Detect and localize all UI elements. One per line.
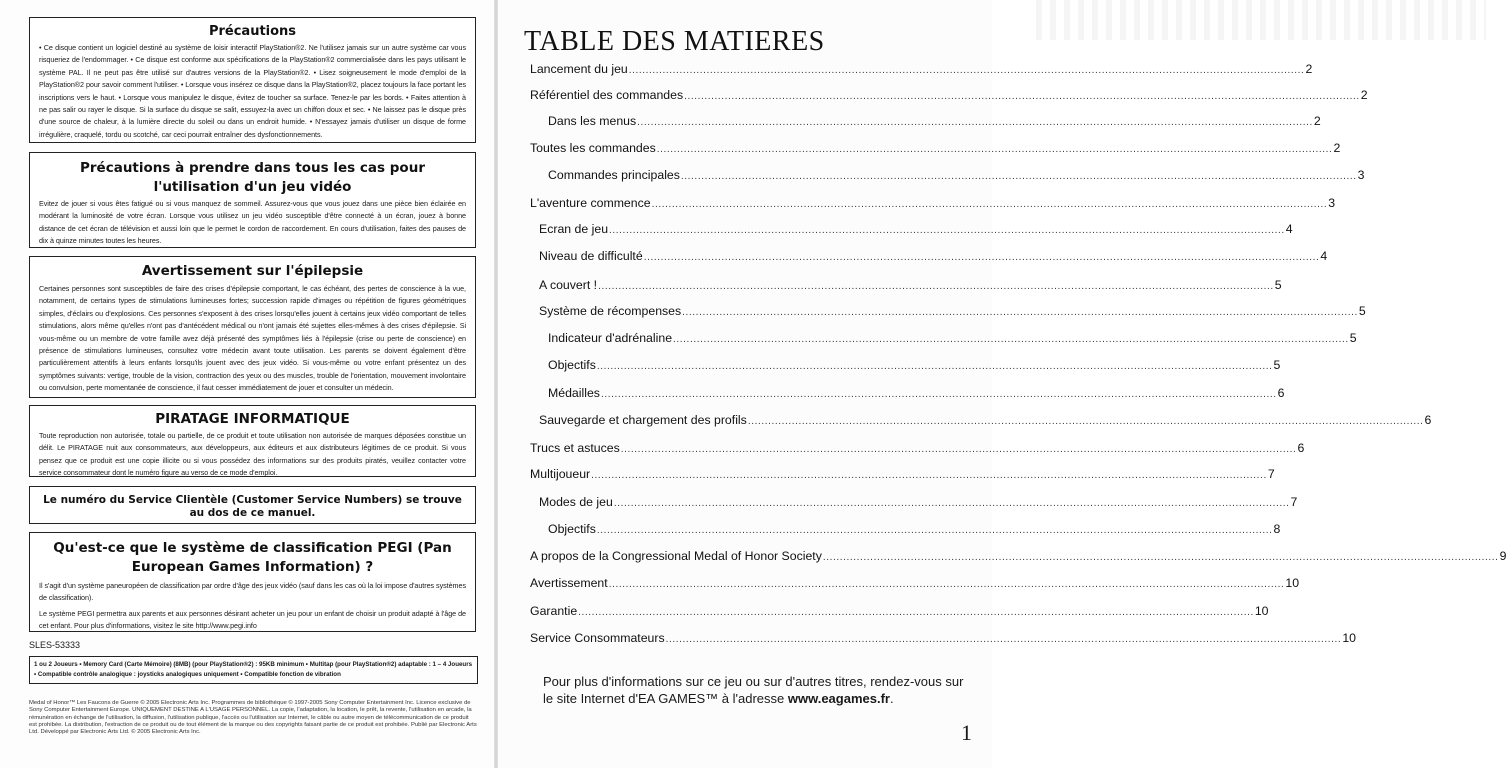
epilepsy-warning-title: Avertissement sur l'épilepsie (141, 263, 364, 279)
toc-entry-label: Ecran de jeu (539, 222, 609, 236)
precautions-text: • Ce disque contient un logiciel destiné au système de loisir interactif PlayStation®2. Ne l'utilisez jamais sur un autre système car vous risqueriez de l'endommager. • Ce disque est conforme aux spécifications de la PlayStation®2 commercialisée dans les pays utilisant le système PAL. Il ne peut pas être utilisé sur d'autres versions de la PlayStation®2. • Lisez soigneusement le mode d'emploi de la PlayStation®2 pour savoir comment l'utiliser. • Lorsque vous insérez ce disque dans la PlayStation®2, placez toujours la face portant les inscriptions vers le haut. • Lorsque vous manipulez le disque, évitez de toucher sa surface. Tenez-le par les bords. • Faites attention à ne pas salir ou rayer le disque. Si la surface du disque se salit, essuyez-la avec un chiffon doux et sec. • Ne laissez pas le disque près d'une source de chaleur, à la lumière directe du soleil ou dans un endroit humide. • N'essayez jamais d'utiliser un disque de forme irrégulière, craquelé, tordu ou scotché, car ceci pourrait entraîner des dysfonctionnements. (39, 43, 466, 139)
toc-entry-page: 4 (1285, 222, 1293, 236)
toc-entry[interactable] (530, 88, 1368, 108)
precautions-title: Précautions (208, 24, 297, 39)
toc-entry-label: Objectifs (548, 358, 596, 372)
toc-entry-page: 10 (1342, 631, 1356, 645)
specs-line-1: 1 ou 2 Joueurs • Memory Card (Carte Mémoire) (8MB) (pour PlayStation®2) : 95KB minimum • Multitap (pour PlayStation®2) adaptable : 1 – 4 Joueurs (34, 661, 473, 668)
toc-entry-page: 8 (1273, 522, 1281, 536)
toc-entry[interactable] (539, 495, 1298, 515)
more-info-end: . (889, 691, 894, 706)
toc-entry-label: Service Consommateurs (530, 631, 665, 645)
toc-leader-dots: ........................................................................................................................................................................................................ (822, 552, 1499, 563)
toc-entry[interactable] (530, 62, 1313, 82)
page-spine (494, 0, 498, 768)
toc-entry-label: Objectifs (548, 522, 596, 536)
toc-leader-dots: ........................................................................................................................................................................................................ (684, 91, 1360, 102)
toc-entry[interactable] (530, 549, 1506, 569)
toc-entry[interactable] (539, 278, 1282, 298)
toc-entry[interactable] (530, 576, 1300, 596)
toc-leader-dots: ........................................................................................................................................................................................................ (608, 579, 1285, 590)
toc-entry[interactable] (548, 114, 1321, 134)
video-game-precautions-title: Précautions à prendre dans tous les cas pour l'utilisation d'un jeu vidéo (80, 160, 425, 195)
video-game-precautions-text: Evitez de jouer si vous êtes fatigué ou si vous manquez de sommeil. Assurez-vous que vous jouez dans une pièce bien éclairée en modérant la luminosité de votre écran. Lorsque vous utilisez un jeu vidéo susceptible d'être connecté à un écran, jouez à bonne distance de cet écran de télévision et aussi loin que le permet le cordon de raccordement. En cours d'utilisation, faites des pauses de dix à quinze minutes toutes les heures. (39, 199, 466, 246)
toc-entry-label: Lancement du jeu (530, 62, 628, 76)
toc-leader-dots: ........................................................................................................................................................................................................ (747, 416, 1424, 427)
toc-entry-label: Niveau de difficulté (539, 249, 643, 263)
page-number: 1 (961, 720, 972, 745)
pegi-text-2: Le système PEGI permettra aux parents et aux personnes désirant acheter un jeu pour un enfant de choisir un produit adapté à l'âge de cet enfant. Pour plus d'informations, visitez le site http://www.pegi.info (39, 608, 466, 631)
legal-notice: Medal of Honor™ Les Faucons de Guerre © 2005 Electronic Arts Inc. Programmes de bibliothèque © 1997-2005 Sony Computer Entertainment Inc. Licence exclusive de Sony Computer Entertainment Europe. UNIQUEMENT DESTINE A L'USAGE PERSONNEL. La copie, l'adaptation, la location, le prêt, la revente, l'utilisation en arcade, la rémunération en échange de l'utilisation, la diffusion, l'utilisation publique, l'accès ou l'utilisation sur Internet, le câble ou autre moyen de télécommunication de ce produit est prohibée. La distribution, l'extraction de ce produit ou de tout élément de la marque ou des copyrights faisant partie de ce produit est prohibée. Publié par Electronic Arts Ltd. Développé par Electronic Arts Ltd. © 2005 Electronic Arts Inc. (29, 700, 477, 736)
toc-entry-label: Dans les menus (548, 114, 637, 128)
toc-entry-page: 6 (1297, 441, 1305, 455)
piracy-text: Toute reproduction non autorisée, totale ou partielle, de ce produit et toute utilisation non autorisée de marques déposées constitue un délit. Le PIRATAGE nuit aux consommateurs, aux développeurs, aux éditeurs et aux distributeurs légitimes de ce produit. Si vous pensez que ce produit est une copie illicite ou si vous possédez des informations sur des produits piratés, veuillez contacter votre service consommateur dont le numéro figure au verso de ce mode d'emploi. (39, 431, 466, 478)
toc-leader-dots: ........................................................................................................................................................................................................ (656, 144, 1333, 155)
toc-entry-page: 9 (1499, 549, 1506, 563)
toc-entry-page: 7 (1267, 467, 1275, 481)
toc-leader-dots: ........................................................................................................................................................................................................ (637, 117, 1313, 128)
toc-entry-page: 7 (1290, 495, 1298, 509)
toc-entry-label: Garantie (530, 604, 578, 618)
piracy-box (29, 405, 476, 477)
customer-service-box (29, 486, 476, 524)
toc-entry-label: Médailles (548, 386, 600, 400)
more-info (543, 673, 973, 707)
toc-entry[interactable] (548, 386, 1285, 406)
left-page (0, 0, 496, 768)
toc-entry[interactable] (539, 249, 1328, 269)
toc-entry-label: Multijoueur (530, 467, 591, 481)
toc-entry[interactable] (548, 358, 1281, 378)
toc-entry[interactable] (539, 222, 1293, 242)
toc-entry-label: Avertissement (530, 576, 608, 590)
toc-entry-label: Commandes principales (548, 168, 680, 182)
toc-leader-dots: ........................................................................................................................................................................................................ (609, 225, 1285, 236)
video-game-precautions-box (29, 152, 476, 248)
toc-entry-page: 2 (1313, 114, 1321, 128)
toc-entry-page: 4 (1320, 249, 1328, 263)
toc-entry[interactable] (548, 168, 1365, 188)
specs-line-2: • Compatible contrôle analogique : joysticks analogiques uniquement • Compatible fonction de vibration (34, 671, 341, 678)
toc-entry-label: L'aventure commence (530, 196, 651, 210)
bleed-through-texture (1036, 0, 1486, 40)
product-code: SLES-53333 (29, 640, 81, 650)
toc-entry-page: 2 (1333, 141, 1341, 155)
toc-entry-label: Trucs et astuces (530, 441, 620, 455)
toc-leader-dots: ........................................................................................................................................................................................................ (682, 307, 1358, 318)
toc-entry[interactable] (548, 331, 1357, 351)
toc-entry-page: 5 (1349, 331, 1357, 345)
toc-title: TABLE DES MATIERES (524, 26, 825, 57)
piracy-title: PIRATAGE INFORMATIQUE (155, 411, 350, 427)
toc-entry-label: Toutes les commandes (530, 141, 656, 155)
toc-entry-page: 3 (1328, 196, 1336, 210)
specs-box (29, 656, 478, 684)
website-link[interactable]: www.eagames.fr (787, 691, 890, 706)
toc-entry[interactable] (548, 522, 1281, 542)
toc-entry-label: A couvert ! (539, 278, 598, 292)
toc-entry-page: 3 (1357, 168, 1365, 182)
more-info-text: Pour plus d'informations sur ce jeu ou sur d'autres titres, rendez-vous sur le site Internet d'EA GAMES™ à l'adresse (543, 674, 964, 706)
toc-entry-label: A propos de la Congressional Medal of Honor Society (530, 549, 822, 563)
toc-leader-dots: ........................................................................................................................................................................................................ (578, 607, 1254, 618)
toc-entry-page: 10 (1254, 604, 1269, 618)
toc-entry-label: Indicateur d'adrénaline (548, 331, 673, 345)
toc-leader-dots: ........................................................................................................................................................................................................ (613, 498, 1290, 509)
toc-leader-dots: ........................................................................................................................................................................................................ (596, 361, 1273, 372)
precautions-box (29, 17, 476, 143)
epilepsy-warning-text: Certaines personnes sont susceptibles de faire des crises d'épilepsie comportant, le cas échéant, des pertes de conscience à la vue, notamment, de certains types de stimulations lumineuses fortes; succession rapide d'images ou répétition de figures géométriques simples, d'éclairs ou d'explosions. Ces personnes s'exposent à des crises lorsqu'elles jouent à certains jeux vidéo comportant de telles stimulations, alors même qu'elles n'ont pas d'antécédent médical ou n'ont jamais été sujettes elles-mêmes à des crises d'épilepsie. Si vous-même ou un membre de votre famille avez déjà présenté des symptômes liés à l'épilepsie (crise ou perte de conscience) en présence de stimulations lumineuses, consultez votre médecin avant toute utilisation. Les parents se doivent également d'être particulièrement attentifs à leurs enfants lorsqu'ils jouent avec des jeux vidéo. Si vous-même ou votre enfant présentez un des symptômes suivants: vertige, trouble de la vision, contraction des yeux ou des muscles, trouble de l'orientation, mouvement involontaire ou convulsion, perte momentanée de conscience, il faut cesser immédiatement de jouer et consulter un médecin. (39, 284, 466, 393)
toc-leader-dots: ........................................................................................................................................................................................................ (628, 65, 1305, 76)
toc-leader-dots: ........................................................................................................................................................................................................ (591, 470, 1267, 481)
toc-entry[interactable] (530, 141, 1341, 161)
epilepsy-warning-box (29, 256, 476, 398)
toc-entry[interactable] (530, 467, 1275, 487)
toc-leader-dots: ........................................................................................................................................................................................................ (600, 389, 1277, 400)
toc-leader-dots: ........................................................................................................................................................................................................ (643, 252, 1320, 263)
toc-leader-dots: ........................................................................................................................................................................................................ (596, 525, 1273, 536)
toc-entry-label: Sauvegarde et chargement des profils (539, 413, 747, 427)
toc-entry-page: 5 (1274, 278, 1282, 292)
toc-entry[interactable] (530, 196, 1336, 216)
toc-leader-dots: ........................................................................................................................................................................................................ (673, 334, 1349, 345)
toc-leader-dots: ........................................................................................................................................................................................................ (680, 171, 1357, 182)
toc-entry-page: 2 (1305, 62, 1313, 76)
pegi-title: Qu'est-ce que le système de classification PEGI (Pan European Games Information) ? (53, 540, 452, 575)
toc-leader-dots: ........................................................................................................................................................................................................ (598, 281, 1274, 292)
toc-entry[interactable] (539, 413, 1432, 433)
toc-leader-dots: ........................................................................................................................................................................................................ (620, 444, 1297, 455)
toc-entry[interactable] (530, 631, 1356, 651)
toc-leader-dots: ........................................................................................................................................................................................................ (651, 199, 1328, 210)
toc-entry-label: Système de récompenses (539, 304, 682, 318)
toc-entry-page: 10 (1285, 576, 1300, 590)
toc-entry-label: Modes de jeu (539, 495, 613, 509)
customer-service-note: Le numéro du Service Clientèle (Customer Service Numbers) se trouve au dos de ce manuel. (43, 494, 462, 519)
pegi-box (29, 532, 476, 632)
toc-entry-page: 6 (1424, 413, 1432, 427)
toc-entry-label: Référentiel des commandes (530, 88, 684, 102)
pegi-text-1: Il s'agit d'un système paneuropéen de classification par ordre d'âge des jeux vidéo (sauf dans les cas où la loi impose d'autres systèmes de classification). (39, 581, 466, 603)
toc-leader-dots: ........................................................................................................................................................................................................ (665, 634, 1342, 645)
toc-entry-page: 5 (1273, 358, 1281, 372)
toc-entry[interactable] (539, 304, 1366, 324)
toc-entry-page: 2 (1360, 88, 1368, 102)
toc-entry-page: 5 (1358, 304, 1366, 318)
toc-entry[interactable] (530, 604, 1269, 624)
toc-entry-page: 6 (1277, 386, 1285, 400)
toc-entry[interactable] (530, 441, 1305, 461)
